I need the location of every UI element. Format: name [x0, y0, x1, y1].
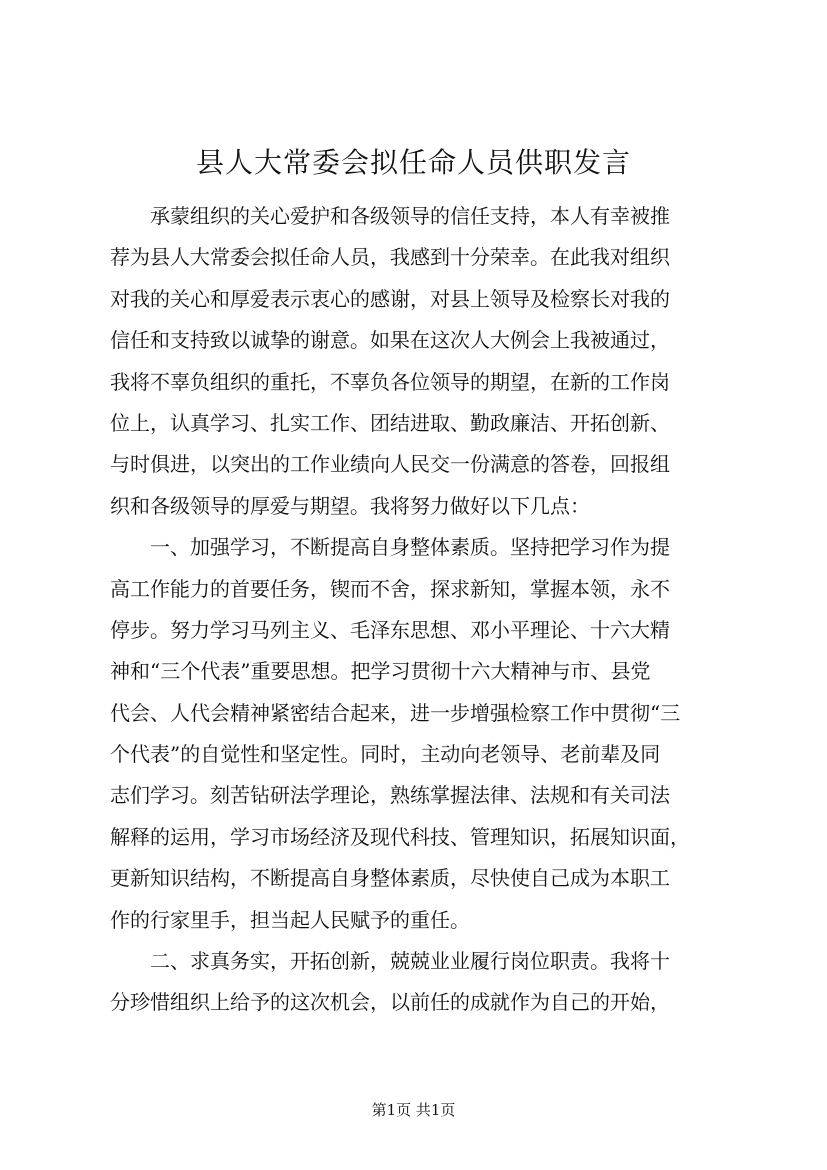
body-line: 更新知识结构，不断提高自身整体素质，尽快使自己成为本职工	[110, 866, 670, 891]
body-line: 一、加强学习，不断提高自身整体素质。坚持把学习作为提	[110, 535, 670, 560]
body-line: 停步。努力学习马列主义、毛泽东思想、邓小平理论、十六大精	[110, 617, 670, 642]
body-line: 二、求真务实，开拓创新，兢兢业业履行岗位职责。我将十	[110, 949, 670, 974]
body-line: 与时俱进，以突出的工作业绩向人民交一份满意的答卷，回报组	[110, 452, 670, 477]
body-line: 承蒙组织的关心爱护和各级领导的信任支持，本人有幸被推	[110, 204, 670, 228]
document-body	[110, 196, 740, 1024]
body-line: 志们学习。刻苦钻研法学理论，熟练掌握法律、法规和有关司法	[110, 783, 670, 808]
body-line: 解释的运用，学习市场经济及现代科技、管理知识，拓展知识面，	[110, 824, 690, 849]
page-number-footer: 第1页 共1页	[371, 1101, 456, 1119]
body-line: 个代表”的自觉性和坚定性。同时，主动向老领导、老前辈及同	[110, 742, 661, 767]
body-line: 作的行家里手，担当起人民赋予的重任。	[110, 907, 470, 932]
body-line: 我将不辜负组织的重托，不辜负各位领导的期望，在新的工作岗	[110, 369, 670, 394]
body-line: 神和“三个代表”重要思想。把学习贯彻十六大精神与市、县党	[110, 659, 651, 684]
body-line: 荐为县人大常委会拟任命人员，我感到十分荣幸。在此我对组织	[110, 245, 670, 270]
body-line: 对我的关心和厚爱表示衷心的感谢，对县上领导及检察长对我的	[110, 286, 670, 311]
body-line: 分珍惜组织上给予的这次机会，以前任的成就作为自己的开始，	[110, 990, 670, 1015]
document-title: 县人大常委会拟任命人员供职发言	[195, 146, 631, 179]
body-line: 位上，认真学习、扎实工作、团结进取、勤政廉洁、开拓创新、	[110, 410, 670, 435]
body-line: 高工作能力的首要任务，锲而不舍，探求新知，掌握本领，永不	[110, 576, 670, 601]
body-line: 代会、人代会精神紧密结合起来，进一步增强检察工作中贯彻“三	[110, 700, 681, 725]
body-line: 织和各级领导的厚爱与期望。我将努力做好以下几点：	[110, 493, 590, 518]
body-line: 信任和支持致以诚挚的谢意。如果在这次人大例会上我被通过，	[110, 328, 670, 353]
